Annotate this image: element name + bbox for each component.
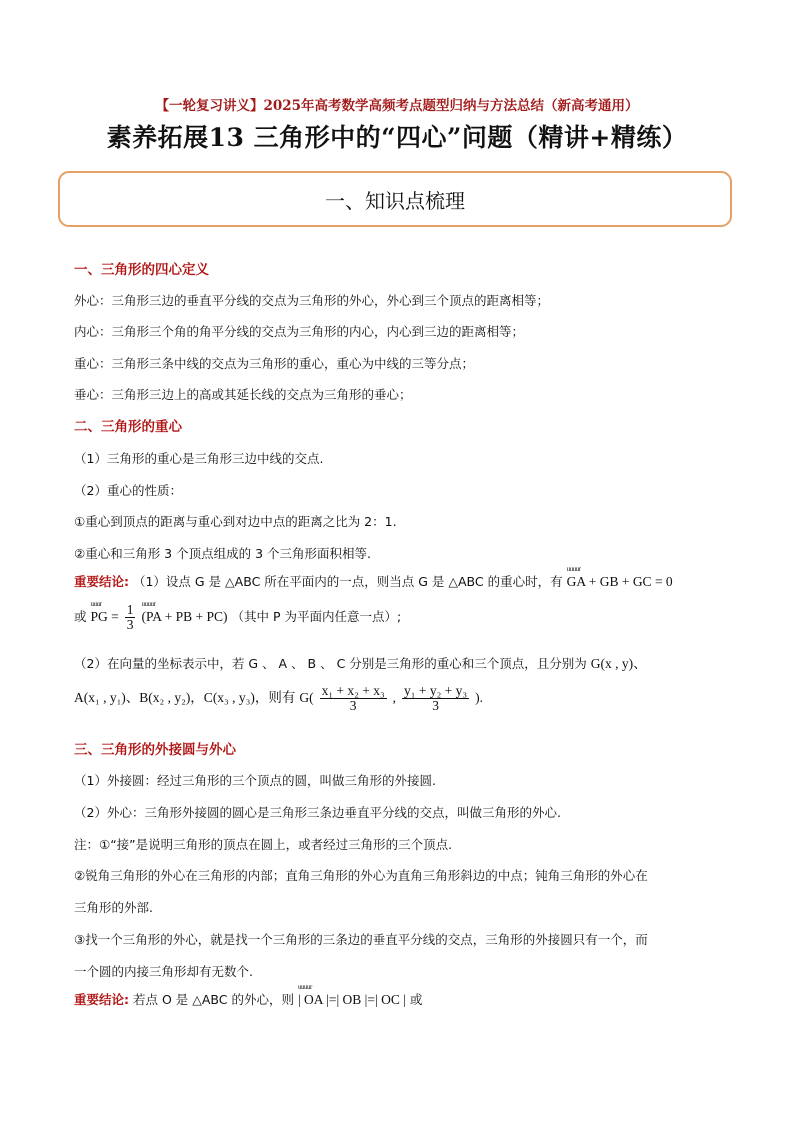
coord-line-1	[74, 652, 647, 672]
centroid-p2: （2）重心的性质：	[74, 483, 182, 498]
pg-rhs: uuuur (PA + PB + PC)	[141, 609, 227, 625]
circum-note-2: ②锐角三角形的外心在三角形的内部；直角三角形的外心为直角三角形斜边的中点；钝角三角形的外心在	[74, 868, 648, 883]
centroid-key-text: （1）设点 G 是 △ABC 所在平面内的一点，则当点 G 是 △ABC 的重心时，有	[132, 574, 563, 589]
or-text: 或	[74, 609, 87, 624]
circum-key-line	[74, 990, 422, 1008]
x-fraction-numerator: x₁ + x₂ + x₃	[321, 683, 385, 698]
pg-formula-line	[74, 603, 401, 632]
document-title: 素养拓展13 三角形中的“四心”问题（精讲+精练）	[106, 123, 688, 152]
def-centroid: 重心：三角形三条中线的交点为三角形的重心，重心为中线的三等分点；	[74, 356, 475, 371]
pg-note: （其中 P 为平面内任意一点）;	[231, 609, 402, 624]
centroid-p1: （1）三角形的重心是三角形三边中线的交点.	[74, 451, 324, 466]
coord-line-2	[74, 684, 483, 713]
circum-key-end: 或	[409, 992, 423, 1007]
circum-vector-equation: uuuur | OA |=| OB |=| OC |	[298, 992, 406, 1008]
section-box-label: 一、知识点梳理	[325, 188, 465, 213]
circum-note-1: 注：①“接”是说明三角形的顶点在圆上，或者经过三角形的三个顶点.	[74, 837, 453, 852]
centroid-p4: ②重心和三角形 3 个顶点组成的 3 个三角形面积相等.	[74, 546, 371, 561]
pg-lhs: uuur PG =	[91, 609, 119, 625]
y-fraction-denominator: 3	[432, 698, 439, 713]
circum-note-2-cont: 三角形的外部.	[74, 900, 153, 915]
circum-p1: （1）外接圆：经过三角形的三个顶点的圆，叫做三角形的外接圆.	[74, 773, 436, 788]
circum-key-text: 若点 O 是 △ABC 的外心，则	[132, 992, 294, 1007]
coord-comma: ,	[392, 690, 397, 705]
coord-g2: G(	[299, 690, 314, 705]
centroid-vector-equation: uuuur GA + GB + GC = 0	[567, 574, 673, 590]
def-incenter: 内心：三角形三个角的角平分线的交点为三角形的内心，内心到三边的距离相等；	[74, 324, 525, 339]
coord-points: A(x₁ , y₁)、B(x₂ , y₂)，C(x₃ , y₃)，则有	[74, 690, 296, 705]
heading-circumcircle: 三、三角形的外接圆与外心	[74, 742, 236, 758]
centroid-p3: ①重心到顶点的距离与重心到对边中点的距离之比为 2：1.	[74, 514, 397, 529]
heading-four-centers: 一、三角形的四心定义	[74, 262, 209, 278]
def-orthocenter: 垂心：三角形三边上的高或其延长线的交点为三角形的垂心；	[74, 387, 412, 402]
y-average-fraction	[402, 684, 469, 713]
x-average-fraction	[320, 684, 387, 713]
def-circumcenter: 外心：三角形三边的垂直平分线的交点为三角形的外心，外心到三个顶点的距离相等；	[74, 293, 550, 308]
coord-g: G(x , y)、	[590, 656, 647, 671]
fraction-denominator: 3	[126, 617, 134, 632]
heading-centroid: 二、三角形的重心	[74, 419, 182, 435]
circum-p2: （2）外心：三角形外接圆的圆心是三角形三条边垂直平分线的交点，叫做三角形的外心.	[74, 805, 561, 820]
one-third-fraction	[125, 603, 136, 632]
coord-end: ).	[475, 690, 483, 705]
coord-text: （2）在向量的坐标表示中，若 G 、 A 、 B 、 C 分别是三角形的重心和三个顶点，且分别为	[74, 656, 587, 671]
document-subtitle: 【一轮复习讲义】2025年高考数学高频考点题型归纳与方法总结（新高考通用）	[155, 98, 639, 114]
fraction-numerator: 1	[126, 602, 134, 617]
y-fraction-numerator: y₁ + y₂ + y₃	[404, 683, 468, 698]
x-fraction-denominator: 3	[349, 698, 357, 713]
centroid-key-line	[74, 572, 673, 590]
key-conclusion-label-2: 重要结论:	[74, 992, 129, 1007]
key-conclusion-label: 重要结论:	[74, 574, 129, 589]
section-box	[58, 171, 732, 227]
circum-note-3: ③找一个三角形的外心，就是找一个三角形的三条边的垂直平分线的交点，三角形的外接圆只有一个，而	[74, 932, 648, 947]
circum-note-3-cont: 一个圆的内接三角形却有无数个.	[74, 964, 253, 979]
